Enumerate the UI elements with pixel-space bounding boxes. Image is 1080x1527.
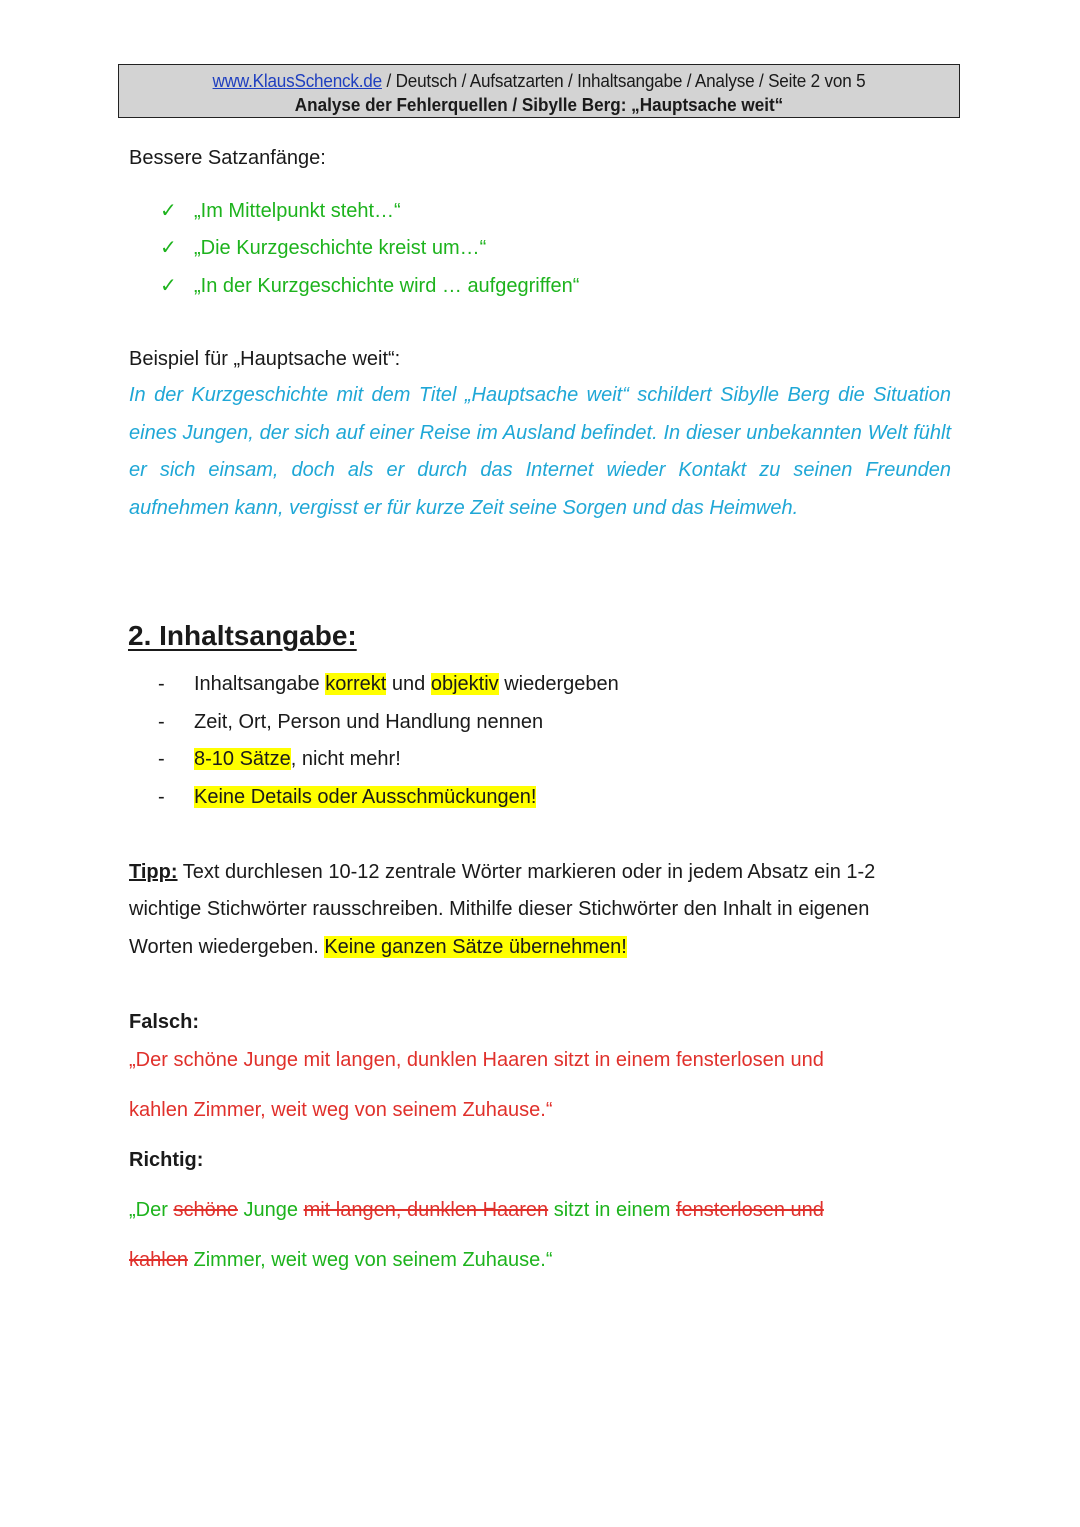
struck-word: schöne (173, 1199, 238, 1221)
tipp-line-2: wichtige Stichwörter rausschreiben. Mithilfe dieser Stichwörter den Inhalt in eigenen (129, 898, 870, 920)
bullet-item (158, 748, 401, 771)
bullet-item (158, 711, 543, 734)
bullet-text: Zeit, Ort, Person und Handlung nennen (194, 711, 544, 733)
bullet-text: Inhaltsangabe (194, 673, 326, 695)
struck-word: mit langen, dunklen Haaren (303, 1199, 549, 1221)
tipp-text: Text durchlesen 10-12 zentrale Wörter markieren oder in jedem Absatz ein 1-2 (177, 861, 876, 883)
site-link[interactable]: www.KlausSchenck.de (212, 71, 382, 91)
bullet-item (158, 673, 619, 696)
bullet-dash: - (158, 673, 165, 695)
richtig-text: „Der (129, 1199, 174, 1221)
falsch-line-1: „Der schöne Junge mit langen, dunklen Haaren sitzt in einem fensterlosen und (129, 1049, 824, 1071)
richtig-line-2 (129, 1249, 553, 1272)
section-heading: 2. Inhaltsangabe: (128, 620, 357, 651)
beispiel-text: In der Kurzgeschichte mit dem Titel „Hauptsache weit“ schildert Sibylle Berg die Situation eines Jungen, der sich auf einer Reise im Ausland befindet. In dieser unbekannten Welt fühlt er sich einsam, doch als er durch das Internet wieder Kontakt zu seinen Freunden aufnehmen kann, vergisst er für kurze Zeit seine Sorgen und das Heimweh. (129, 384, 951, 520)
list-item (160, 235, 486, 260)
falsch-label: Falsch: (129, 1011, 200, 1033)
richtig-text: Zimmer, weit weg von seinem Zuhause.“ (187, 1249, 553, 1271)
list-item (160, 273, 579, 298)
header-breadcrumb (140, 71, 938, 92)
satzanfaenge-heading: Bessere Satzanfänge: (129, 147, 326, 169)
highlight: korrekt (325, 673, 387, 695)
check-icon: ✓ (160, 237, 177, 259)
list-item-text: „Im Mittelpunkt steht…“ (194, 200, 401, 222)
bullet-text: , nicht mehr! (290, 748, 401, 770)
header-subtitle: Analyse der Fehlerquellen / Sibylle Berg: „Hauptsache weit“ (294, 95, 784, 115)
check-icon: ✓ (160, 200, 177, 222)
highlight: 8-10 Sätze (194, 748, 291, 770)
bullet-dash: - (158, 748, 165, 770)
struck-word: fensterlosen und (676, 1199, 824, 1221)
richtig-text: Junge (237, 1199, 304, 1221)
richtig-line-1 (129, 1199, 824, 1222)
highlight: Keine ganzen Sätze übernehmen! (324, 936, 627, 958)
bullet-dash: - (158, 786, 165, 808)
tipp-line-3 (129, 936, 627, 959)
highlight: Keine Details oder Ausschmückungen! (194, 786, 537, 808)
tipp-line-1 (129, 861, 875, 884)
page-header (118, 64, 960, 118)
check-icon: ✓ (160, 275, 177, 297)
richtig-text: sitzt in einem (548, 1199, 676, 1221)
bullet-dash: - (158, 711, 165, 733)
beispiel-heading: Beispiel für „Hauptsache weit“: (129, 348, 401, 370)
falsch-line-2: kahlen Zimmer, weit weg von seinem Zuhause.“ (129, 1099, 553, 1121)
bullet-text: und (386, 673, 431, 695)
tipp-label: Tipp: (129, 861, 178, 883)
highlight: objektiv (430, 673, 499, 695)
tipp-text: Worten wiedergeben. (129, 936, 325, 958)
bullet-text: wiedergeben (498, 673, 619, 695)
richtig-label: Richtig: (129, 1149, 204, 1171)
list-item-text: „Die Kurzgeschichte kreist um…“ (194, 237, 487, 259)
list-item-text: „In der Kurzgeschichte wird … aufgegriffen“ (194, 275, 580, 297)
breadcrumb-text: / Deutsch / Aufsatzarten / Inhaltsangabe / Analyse / Seite 2 von 5 (381, 71, 866, 91)
struck-word: kahlen (129, 1249, 188, 1271)
list-item (160, 198, 401, 223)
bullet-item (158, 786, 536, 809)
